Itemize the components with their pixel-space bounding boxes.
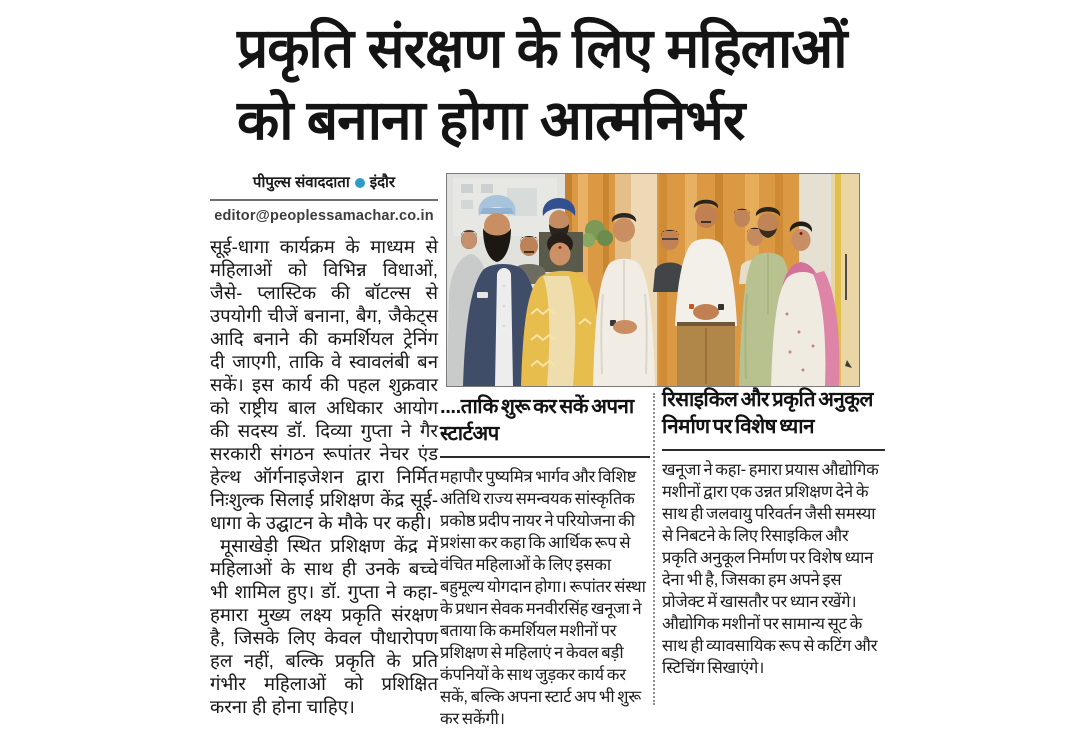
news-photo: [446, 173, 860, 387]
column-dotted-divider: [653, 393, 655, 705]
lead-paragraph: सूई-धागा कार्यक्रम के माध्यम से महिलाओं को विभिन्न विधाओं, जैसे- प्लास्टिक की बॉटल्स से उपयोगी चीजें बनाना, बैग, जैकेट्स आदि बनाने की कमर्शियल ट्रेनिंग दी जाएगी, ताकि वे स्वावलंबी बन सकें। इस कार्य की पहल शुक्रवार को राष्ट्रीय बाल अधिकार आयोग की सदस्य डॉ. दिव्या गुप्ता ने गैर सरकारी संगठन रूपांतर नेचर एंड हेल्थ ऑर्गनाइजेशन द्वारा निर्मित निःशुल्क सिलाई प्रशिक्षण केंद्र सूई-धागा के उद्घाटन के मौके पर कही।: [210, 236, 438, 533]
section-recycle-body: खनूजा ने कहा- हमारा प्रयास औद्योगिक मशीनों द्वारा एक उन्नत प्रशिक्षण देने के साथ ही जलवायु परिवर्तन जैसी समस्या से निबटने के लिए रिसाइकिल और प्रकृति अनुकूल निर्माण पर विशेष ध्यान देना भी है, जिसका हम अपने इस प्रोजेक्ट में खासतौर पर ध्यान रखेंगे। औद्योगिक मशीनों पर सामान्य सूट के साथ ही व्यावसायिक रूप से कटिंग और स्टिचिंग सिखाएंगे।: [662, 461, 879, 677]
lead-body: [210, 235, 438, 718]
section-recycle-heading: रिसाइकिल और प्रकृति अनुकूल निर्माण पर विशेष ध्यान: [662, 386, 885, 451]
lead-column: [210, 172, 438, 718]
group-photo-illustration: [447, 174, 859, 386]
section-startup-heading: ....ताकि शुरू कर सकें अपना स्टार्टअप: [440, 393, 650, 458]
headline-line-1: प्रकृति संरक्षण के लिए महिलाओं: [237, 17, 847, 79]
headline: [237, 12, 887, 156]
section-startup: [440, 393, 650, 730]
byline-agency: पीपुल्स संवाददाता: [252, 174, 350, 191]
contact-email[interactable]: editor@peoplessamachar.co.in: [214, 208, 434, 224]
section-recycle: [662, 386, 885, 679]
lead-paragraph: मूसाखेड़ी स्थित प्रशिक्षण केंद्र में महिलाओं के साथ ही उनके बच्चे भी शामिल हुए। डॉ. गुप्ता ने कहा- हमारा मुख्य लक्ष्य प्रकृति संरक्षण है, जिसके लिए केवल पौधारोपण हल नहीं, बल्कि प्रकृति के प्रति गंभीर महिलाओं को प्रशिक्षित करना ही होना चाहिए।: [210, 535, 438, 717]
byline: [210, 172, 438, 201]
byline-city: इंदौर: [369, 174, 396, 191]
section-startup-body: महापौर पुष्यमित्र भार्गव और विशिष्ट अतिथि राज्य समन्वयक सांस्कृतिक प्रकोष्ठ प्रदीप नायर ने परियोजना की प्रशंसा कर कहा कि आर्थिक रूप से वंचित महिलाओं के लिए इसका बहुमूल्य योगदान होगा। रूपांतर संस्था के प्रधान सेवक मनवीरसिंह खनूजा ने बताया कि कमर्शियल मशीनों पर प्रशिक्षण से महिलाएं न केवल बड़ी कंपनियों के साथ जुड़कर कार्य कर सकें, बल्कि अपना स्टार्ट अप भी शुरू कर सकेंगी।: [440, 468, 646, 728]
headline-line-2: को बनाना होगा आत्मनिर्भर: [237, 89, 745, 151]
byline-dot-icon: [355, 178, 365, 188]
